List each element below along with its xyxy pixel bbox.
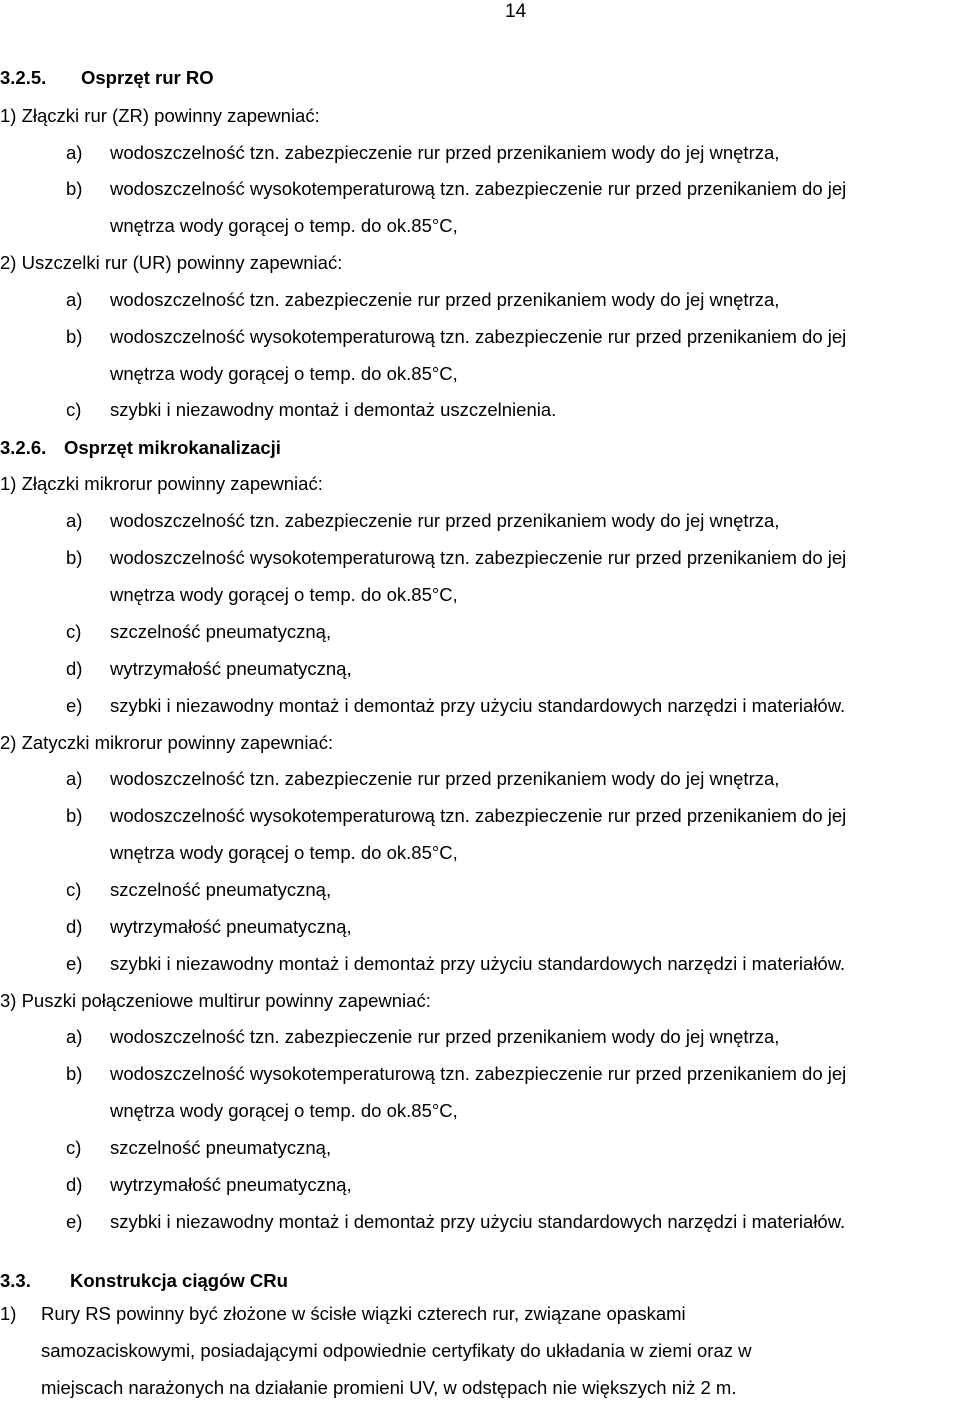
- list-item: Rury RS powinny być złożone w ścisłe wiązki czterech rur, związane opaskami: [41, 1303, 686, 1324]
- list-label: c): [66, 621, 82, 642]
- list-heading: 2) Uszczelki rur (UR) powinny zapewniać:: [0, 252, 343, 273]
- list-label: b): [66, 178, 83, 199]
- list-label: a): [66, 1026, 83, 1047]
- list-label: a): [66, 510, 83, 531]
- list-item: wodoszczelność tzn. zabezpieczenie rur przed przenikaniem wody do jej wnętrza,: [110, 289, 780, 310]
- list-label: e): [66, 1211, 83, 1232]
- list-label: b): [66, 1063, 83, 1084]
- list-item-continuation: miejscach narażonych na działanie promieni UV, w odstępach nie większych niż 2 m.: [41, 1377, 737, 1398]
- list-item: wytrzymałość pneumatyczną,: [110, 1174, 352, 1195]
- list-item: wodoszczelność tzn. zabezpieczenie rur przed przenikaniem wody do jej wnętrza,: [110, 510, 780, 531]
- list-item: szybki i niezawodny montaż i demontaż przy użyciu standardowych narzędzi i materiałów.: [110, 1211, 846, 1232]
- list-label: d): [66, 658, 83, 679]
- list-item: wodoszczelność tzn. zabezpieczenie rur przed przenikaniem wody do jej wnętrza,: [110, 1026, 780, 1047]
- list-label: 1): [0, 1303, 17, 1324]
- list-item: szczelność pneumatyczną,: [110, 621, 332, 642]
- list-label: c): [66, 399, 82, 420]
- section-title: Konstrukcja ciągów CRu: [70, 1270, 288, 1291]
- list-item-continuation: wnętrza wody gorącej o temp. do ok.85°C,: [110, 842, 458, 863]
- list-item-continuation: wnętrza wody gorącej o temp. do ok.85°C,: [110, 584, 458, 605]
- list-heading: 1) Złączki rur (ZR) powinny zapewniać:: [0, 105, 320, 126]
- list-item: wodoszczelność tzn. zabezpieczenie rur przed przenikaniem wody do jej wnętrza,: [110, 142, 780, 163]
- list-item: szybki i niezawodny montaż i demontaż przy użyciu standardowych narzędzi i materiałów.: [110, 695, 846, 716]
- list-label: d): [66, 916, 83, 937]
- list-item: szybki i niezawodny montaż i demontaż przy użyciu standardowych narzędzi i materiałów.: [110, 953, 846, 974]
- list-item-continuation: wnętrza wody gorącej o temp. do ok.85°C,: [110, 363, 458, 384]
- list-label: a): [66, 768, 83, 789]
- list-item: wodoszczelność wysokotemperaturową tzn. zabezpieczenie rur przed przenikaniem do jej: [110, 805, 847, 826]
- list-label: a): [66, 142, 83, 163]
- list-item: wodoszczelność wysokotemperaturową tzn. zabezpieczenie rur przed przenikaniem do jej: [110, 1063, 847, 1084]
- list-label: b): [66, 805, 83, 826]
- list-label: d): [66, 1174, 83, 1195]
- section-number: 3.2.5.: [0, 67, 47, 88]
- section-number: 3.3.: [0, 1270, 31, 1291]
- list-label: e): [66, 695, 83, 716]
- list-label: e): [66, 953, 83, 974]
- list-item: szybki i niezawodny montaż i demontaż uszczelnienia.: [110, 399, 557, 420]
- list-item: szczelność pneumatyczną,: [110, 879, 332, 900]
- section-title: Osprzęt rur RO: [81, 67, 214, 88]
- list-item: wodoszczelność wysokotemperaturową tzn. zabezpieczenie rur przed przenikaniem do jej: [110, 178, 847, 199]
- list-item: wodoszczelność tzn. zabezpieczenie rur przed przenikaniem wody do jej wnętrza,: [110, 768, 780, 789]
- list-item: wodoszczelność wysokotemperaturową tzn. zabezpieczenie rur przed przenikaniem do jej: [110, 547, 847, 568]
- section-number: 3.2.6.: [0, 437, 47, 458]
- list-item-continuation: wnętrza wody gorącej o temp. do ok.85°C,: [110, 215, 458, 236]
- list-heading: 3) Puszki połączeniowe multirur powinny zapewniać:: [0, 990, 431, 1011]
- section-title: Osprzęt mikrokanalizacji: [64, 437, 281, 458]
- list-heading: 2) Zatyczki mikrorur powinny zapewniać:: [0, 732, 334, 753]
- list-item-continuation: samozaciskowymi, posiadającymi odpowiednie certyfikaty do układania w ziemi oraz w: [41, 1340, 752, 1361]
- list-label: b): [66, 547, 83, 568]
- list-item: szczelność pneumatyczną,: [110, 1137, 332, 1158]
- list-label: c): [66, 1137, 82, 1158]
- list-heading: 1) Złączki mikrorur powinny zapewniać:: [0, 473, 323, 494]
- list-item-continuation: wnętrza wody gorącej o temp. do ok.85°C,: [110, 1100, 458, 1121]
- list-item: wytrzymałość pneumatyczną,: [110, 658, 352, 679]
- list-label: b): [66, 326, 83, 347]
- list-label: c): [66, 879, 82, 900]
- list-label: a): [66, 289, 83, 310]
- list-item: wytrzymałość pneumatyczną,: [110, 916, 352, 937]
- list-item: wodoszczelność wysokotemperaturową tzn. zabezpieczenie rur przed przenikaniem do jej: [110, 326, 847, 347]
- page-number: 14: [505, 1, 527, 22]
